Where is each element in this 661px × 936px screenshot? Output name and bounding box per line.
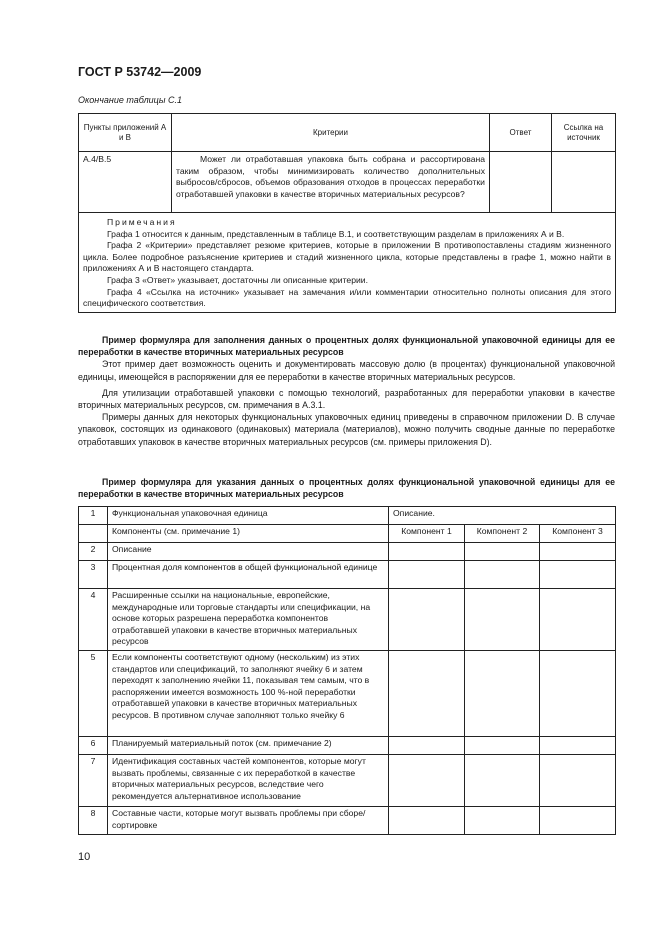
row-label: Описание [108, 543, 389, 561]
notes-title: Примечания [107, 217, 177, 227]
component-cell [465, 755, 540, 807]
page-number: 10 [78, 851, 91, 863]
cell-points: A.4/B.5 [79, 152, 172, 213]
row-number: 7 [79, 755, 108, 807]
component-cell [540, 807, 616, 835]
section-1-heading: Пример формуляра для заполнения данных о процентных долях функциональной упаковочной единицы для ее переработки в качестве вторичных материальных ресурсов [78, 335, 615, 358]
row-number: 4 [79, 589, 108, 651]
document-header: ГОСТ Р 53742—2009 [78, 65, 202, 79]
cell-source [552, 152, 616, 213]
component-cell [465, 543, 540, 561]
component-cell [540, 589, 616, 651]
description-cell: Описание. [389, 507, 616, 525]
row-number [79, 525, 108, 543]
component-3-header: Компонент 3 [540, 525, 616, 543]
criteria-table [78, 113, 616, 313]
component-cell [389, 543, 465, 561]
cell-criteria: Может ли отработавшая упаковка быть собрана и рассортирована таким образом, чтобы минимизировать количество дополнительных выбросов/сбросов, объемов образования отходов в процессах переработки отработавшей упаковки в качестве вторичных материальных ресурсов? [172, 152, 490, 213]
row-number: 5 [79, 651, 108, 737]
section-1 [78, 334, 615, 448]
component-cell [540, 737, 616, 755]
row-label: Составные части, которые могут вызвать проблемы при сборе/сортировке [108, 807, 389, 835]
section-2-heading: Пример формуляра для указания данных о процентных долях функциональной упаковочной единицы для ее переработки в качестве вторичных материальных ресурсов [78, 477, 615, 500]
component-cell [389, 737, 465, 755]
component-cell [389, 755, 465, 807]
component-cell [389, 651, 465, 737]
component-cell [465, 737, 540, 755]
component-cell [465, 589, 540, 651]
component-cell [389, 561, 465, 589]
row-number: 6 [79, 737, 108, 755]
component-cell [540, 543, 616, 561]
note-item: Графа 2 «Критерии» представляет резюме критериев, которые в приложении В противопоставлены стадиям жизненного цикла. Более подробное разъяснение критериев и стадий жизненного цикла, которые представлены в графе 1, можно найти в приложениях А и В настоящего стандарта. [83, 240, 611, 274]
column-header-points: Пункты приложений А и В [79, 114, 172, 152]
column-header-criteria: Критерии [172, 114, 490, 152]
column-header-source: Ссылка на источник [552, 114, 616, 152]
row-label: Идентификация составных частей компонентов, которые могут вызвать проблемы, связанные с их переработкой в качестве вторичных материальных ресурсов, вследствие чего рекомендуется альтернативное использование [108, 755, 389, 807]
component-cell [465, 561, 540, 589]
component-cell [540, 755, 616, 807]
row-label: Планируемый материальный поток (см. примечание 2) [108, 737, 389, 755]
row-label: Функциональная упаковочная единица [108, 507, 389, 525]
row-number: 2 [79, 543, 108, 561]
component-2-header: Компонент 2 [465, 525, 540, 543]
component-cell [389, 807, 465, 835]
column-header-answer: Ответ [490, 114, 552, 152]
component-cell [389, 589, 465, 651]
paragraph: Примеры данных для некоторых функциональных упаковочных единиц приведены в справочном приложении D. В случае упаковок, состоящих из одинакового (одинаковых) материала (материалов), можно получить сводные данные по переработке отработавших упаковок в качестве вторичных материальных ресурсов (см. примеры приложения D). [78, 412, 615, 447]
component-1-header: Компонент 1 [389, 525, 465, 543]
note-item: Графа 3 «Ответ» указывает, достаточны ли описанные критерии. [107, 274, 368, 285]
table-caption: Окончание таблицы С.1 [78, 95, 182, 105]
row-label: Расширенные ссылки на национальные, европейские, международные или торговые стандарты или спецификации, на основе которых разрешена переработка компонентов отработавшей упаковки в качестве вторичных материальных ресурсов [108, 589, 389, 651]
form-table [78, 506, 616, 835]
component-cell [540, 651, 616, 737]
paragraph: Этот пример дает возможность оценить и документировать массовую долю (в процентах) функциональной упаковочной единицы, имеющейся в распоряжении для ее переработки в качестве вторичных материальных ресурсов. [78, 359, 615, 382]
row-number: 1 [79, 507, 108, 525]
components-label: Компоненты (см. примечание 1) [108, 525, 389, 543]
row-label: Процентная доля компонентов в общей функциональной единице [108, 561, 389, 589]
component-cell [465, 807, 540, 835]
component-cell [465, 651, 540, 737]
row-number: 3 [79, 561, 108, 589]
paragraph: Для утилизации отработавшей упаковки с помощью технологий, разработанных для переработки упаковки в качестве вторичных материальных ресурсов, см. примечания в А.3.1. [78, 387, 615, 411]
component-cell [540, 561, 616, 589]
row-label: Если компоненты соответствуют одному (нескольким) из этих стандартов или спецификаций, то заполняют ячейку 6 и затем переходят к заполнению ячейки 11, показывая тем самым, что в распоряжении имеется возможность 100 %-ной переработки отработавшей упаковки в качестве вторичных материальных ресурсов. В противном случае заполняют только ячейку 6 [108, 651, 389, 737]
row-number: 8 [79, 807, 108, 835]
notes-cell [79, 213, 616, 313]
cell-answer [490, 152, 552, 213]
note-item: Графа 4 «Ссылка на источник» указывает на замечания и/или комментарии относительно полноты описания для этого специфического соответствия. [83, 286, 611, 309]
note-item: Графа 1 относится к данным, представленным в таблице В.1, и соответствующим разделам в приложениях А и В. [107, 228, 565, 239]
